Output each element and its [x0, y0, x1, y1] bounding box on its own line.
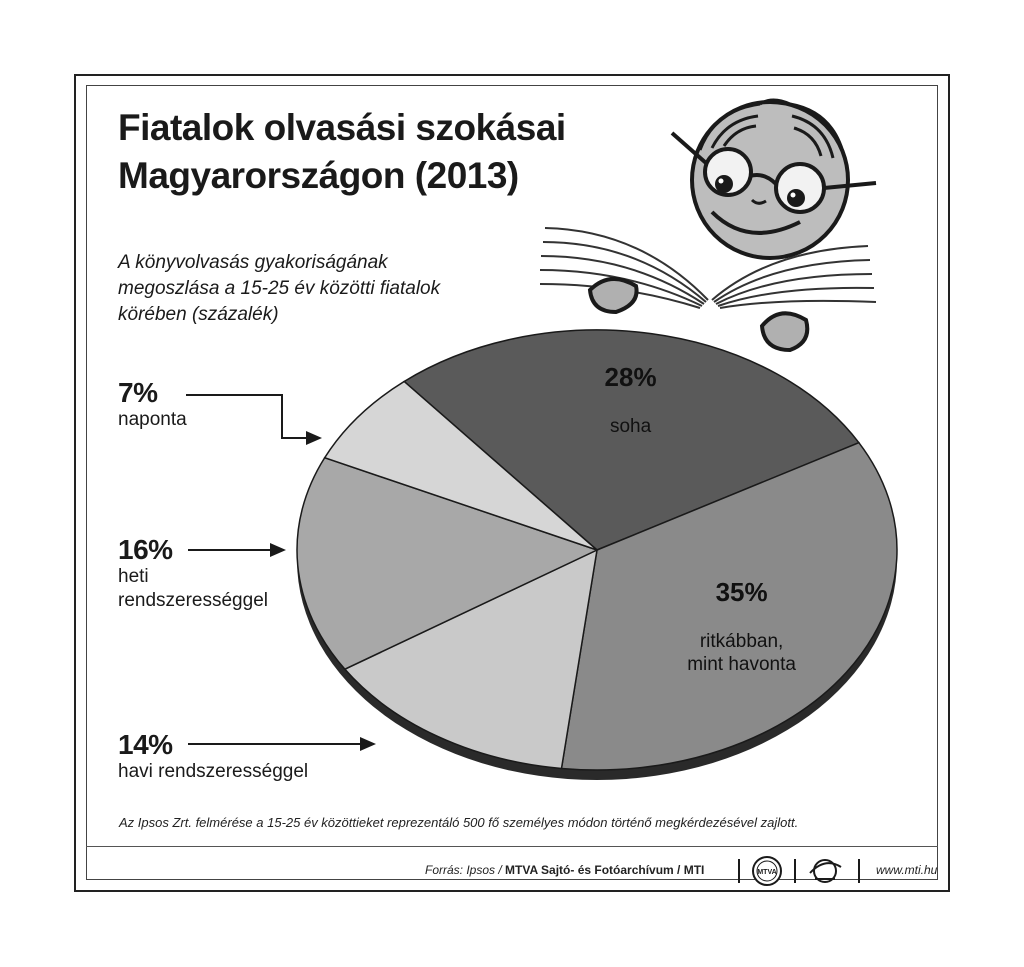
callout-14pct-value: 14% — [118, 729, 173, 760]
logo-area — [737, 853, 867, 889]
website-url: www.mti.hu — [876, 863, 938, 877]
callout-7pct-label: naponta — [118, 409, 187, 430]
pie-label-28pct-text-1: soha — [609, 415, 652, 437]
pie-label-35pct-text-2: mint havonta — [687, 653, 796, 675]
callout-7pct-value: 7% — [118, 377, 158, 408]
pie-label-35pct-text-1: ritkábban, — [699, 630, 784, 652]
callout-14pct-label: havi rendszerességgel — [118, 761, 309, 782]
mtva-logo-text: MTVA — [757, 869, 777, 876]
callout-16pct — [118, 535, 268, 613]
subtitle-line-2: megoszlása a 15-25 év közötti fiatalok — [118, 278, 441, 299]
subtitle-line-1: A könyvolvasás gyakoriságának — [118, 252, 388, 273]
callout-16pct-label-1: heti — [118, 566, 149, 587]
pie-label-28pct-value: 28% — [604, 361, 657, 392]
callout-16pct-value: 16% — [118, 534, 173, 565]
mtva-logo-icon — [753, 857, 781, 885]
footnote: Az Ipsos Zrt. felmérése a 15-25 év közöttieket reprezentáló 500 fő személyes módon történő megkérdezésével zajlott. — [119, 815, 799, 830]
mti-logo-icon — [810, 860, 841, 882]
source-divider — [86, 846, 938, 847]
source-credit — [425, 863, 704, 877]
subtitle-line-3: körében (százalék) — [118, 304, 279, 325]
title-line-1: Fiatalok olvasási szokásai — [118, 107, 566, 148]
title-line-2: Magyarországon (2013) — [118, 155, 519, 196]
pie-label-35pct-value: 35% — [715, 576, 768, 607]
callout-7pct — [118, 378, 187, 432]
callout-14pct — [118, 730, 308, 784]
callout-16pct-label-2: rendszerességgel — [118, 590, 268, 611]
source-lead: Forrás: Ipsos / — [425, 863, 506, 877]
source-main: MTVA Sajtó- és Fotóarchívum / MTI — [505, 863, 705, 877]
